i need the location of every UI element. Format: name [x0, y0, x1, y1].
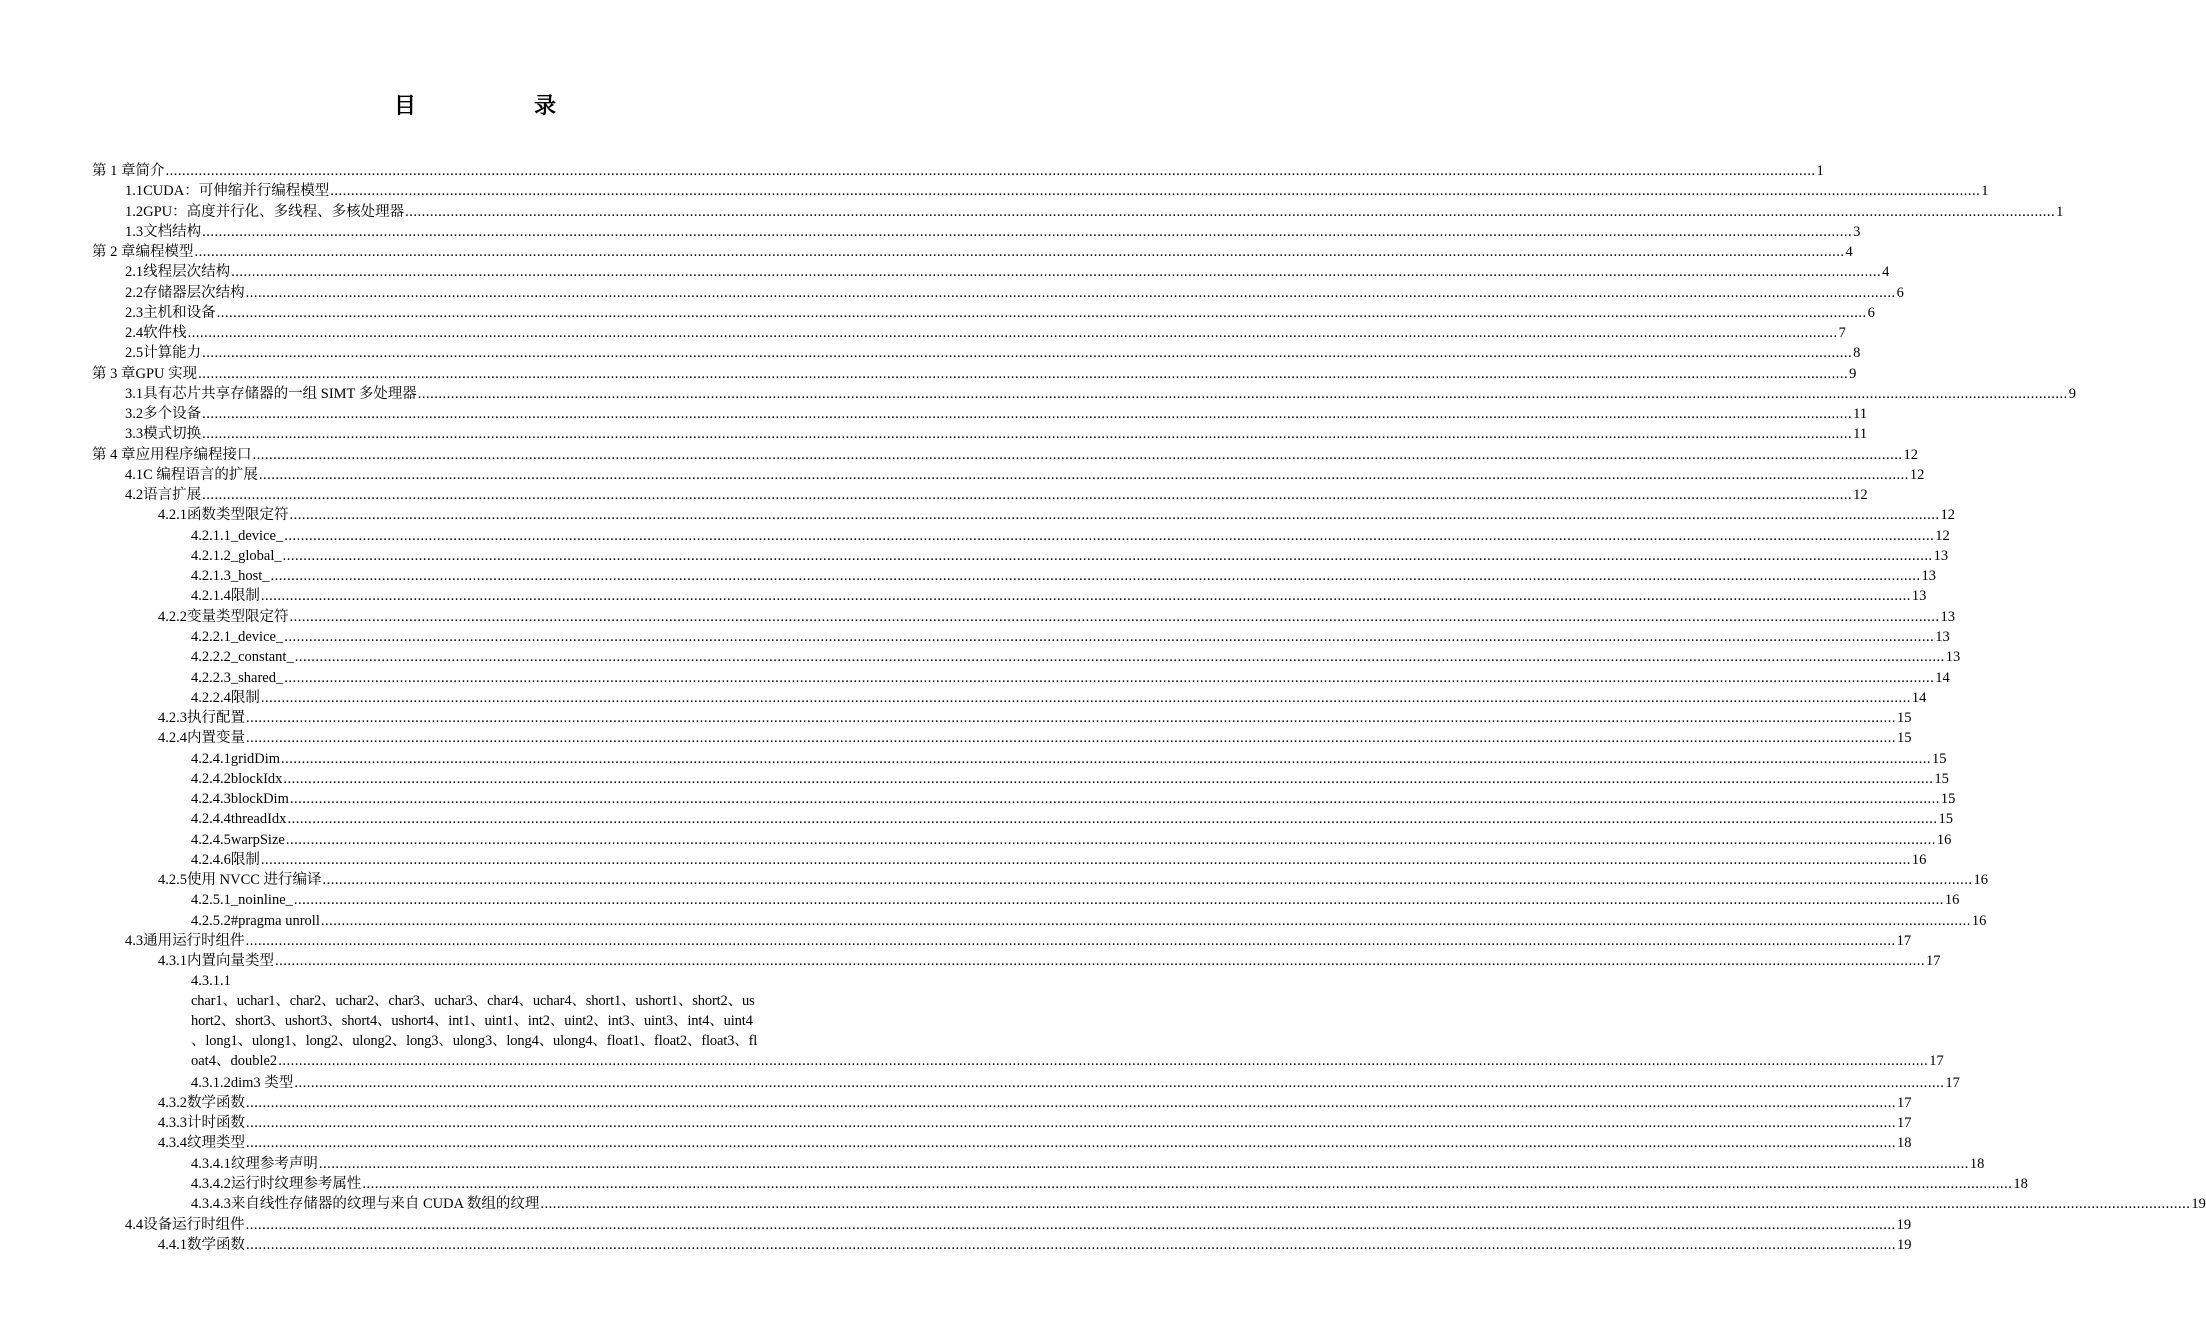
toc-entry[interactable]: [158, 505, 1955, 525]
toc-entry-title: _device_: [230, 628, 284, 645]
toc-entry-title: 纹理参考声明: [230, 1155, 318, 1172]
toc-page-number: 17: [1926, 953, 1941, 970]
toc-entry-wrapped[interactable]: [191, 971, 1944, 1071]
toc-page-number: 12: [1903, 446, 1918, 463]
toc-leader-dots: ................................................................................................................................................................................................................................................................................................................................................................................................................: [284, 527, 1935, 544]
toc-entry-number: 4.2.5.2: [191, 912, 231, 929]
toc-leader-dots: ................................................................................................................................................................................................................................................................................................................................................................................................................: [165, 163, 1816, 179]
toc-entry-number: 4.2.5: [158, 872, 187, 889]
toc-entry-number: 4.3.4.2: [191, 1176, 231, 1192]
toc-page-number: 17: [1929, 1053, 1944, 1070]
toc-page-number: 9: [1849, 365, 1857, 382]
toc-entry[interactable]: [92, 242, 1853, 262]
toc-page-number: 15: [1897, 730, 1912, 747]
toc-entry[interactable]: [125, 931, 1912, 951]
toc-entry-title: 编程模型: [135, 244, 194, 261]
toc-page-number: 11: [1853, 426, 1868, 443]
toc-entry-title: 限制: [230, 588, 260, 605]
toc-page-number: 18: [2013, 1176, 2028, 1192]
toc-page-number: 7: [1838, 325, 1846, 342]
toc-leader-dots: ................................................................................................................................................................................................................................................................................................................................................................................................................: [284, 628, 1935, 645]
toc-leader-dots: ................................................................................................................................................................................................................................................................................................................................................................................................................: [278, 1053, 1929, 1070]
toc-leader-dots: ................................................................................................................................................................................................................................................................................................................................................................................................................: [246, 1094, 1896, 1111]
toc-page-number: 17: [1897, 1094, 1912, 1111]
toc-entry-title-line: 、long1、ulong1、long2、ulong2、long3、ulong3、long4、ulong4、float1、float2、float3、fl: [191, 1033, 758, 1050]
toc-entry-title: blockDim: [230, 791, 289, 808]
toc-entry[interactable]: [191, 546, 1949, 566]
toc-leader-dots: ................................................................................................................................................................................................................................................................................................................................................................................................................: [246, 1115, 1896, 1132]
toc-entry-title: 应用程序编程接口: [135, 446, 252, 463]
toc-entry-title: GPU：高度并行化、多线程、多核处理器: [143, 203, 405, 220]
toc-entry-number: 4.2.2.4: [191, 689, 231, 706]
toc-entry-number: 4.3.4.1: [191, 1155, 231, 1172]
toc-leader-dots: ................................................................................................................................................................................................................................................................................................................................................................................................................: [540, 1196, 2191, 1213]
toc-leader-dots: ................................................................................................................................................................................................................................................................................................................................................................................................................: [362, 1176, 2013, 1192]
toc-entry-title: C 编程语言的扩展: [143, 466, 258, 483]
toc-entry[interactable]: [191, 688, 1927, 708]
toc-entry-number: 4.2.4.2: [191, 770, 231, 787]
toc-page-number: 18: [1969, 1155, 1985, 1172]
toc-page-number: 16: [1936, 831, 1952, 848]
toc-leader-dots: ................................................................................................................................................................................................................................................................................................................................................................................................................: [202, 487, 1853, 504]
toc-leader-dots: ................................................................................................................................................................................................................................................................................................................................................................................................................: [330, 183, 1981, 200]
toc-entry[interactable]: [191, 627, 1950, 647]
toc-entry-number: 第 3 章: [92, 365, 136, 382]
toc-entry-title: _device_: [230, 527, 284, 544]
toc-leader-dots: ................................................................................................................................................................................................................................................................................................................................................................................................................: [202, 426, 1853, 443]
toc-entry-title: gridDim: [230, 750, 281, 767]
toc-leader-dots: ................................................................................................................................................................................................................................................................................................................................................................................................................: [405, 203, 2056, 220]
toc-page-number: 13: [1935, 628, 1950, 645]
toc-leader-dots: ................................................................................................................................................................................................................................................................................................................................................................................................................: [246, 730, 1896, 747]
toc-entry[interactable]: [125, 343, 1861, 363]
toc-page-number: 17: [1896, 932, 1912, 949]
toc-page-number: 17: [1897, 1115, 1912, 1132]
toc-entry[interactable]: [191, 1073, 1960, 1093]
toc-entry[interactable]: [125, 424, 1868, 444]
toc-leader-dots: ................................................................................................................................................................................................................................................................................................................................................................................................................: [285, 831, 1936, 848]
toc-entry-number: 4.2.2.2: [191, 649, 231, 666]
toc-entry-title: blockIdx: [230, 770, 283, 787]
toc-leader-dots: ................................................................................................................................................................................................................................................................................................................................................................................................................: [202, 223, 1853, 240]
toc-entry-number: 4.2.1.2: [191, 547, 231, 564]
toc-leader-dots: ................................................................................................................................................................................................................................................................................................................................................................................................................: [287, 811, 1938, 828]
toc-leader-dots: ................................................................................................................................................................................................................................................................................................................................................................................................................: [194, 244, 1845, 261]
toc-entry[interactable]: [125, 1215, 1912, 1235]
toc-entry-number: 4.2.3: [158, 710, 187, 727]
toc-entry-title: 文档结构: [143, 223, 202, 240]
toc-entry-number: 4.2.1.1: [191, 527, 231, 544]
toc-page-number: 15: [1934, 770, 1949, 787]
toc-entry-number: 4.3.4.3: [191, 1196, 231, 1213]
toc-entry-number: 4.2.4.1: [191, 750, 231, 767]
toc-entry-number: 4.2.2: [158, 608, 187, 625]
toc-entry-number: 4.3: [125, 932, 144, 949]
toc-leader-dots: ................................................................................................................................................................................................................................................................................................................................................................................................................: [198, 365, 1849, 382]
toc-page-number: 16: [1944, 892, 1960, 909]
toc-entry-number: 1.3: [125, 223, 144, 240]
toc-entry[interactable]: [92, 445, 1918, 465]
toc-entry[interactable]: [191, 566, 1937, 586]
toc-entry-title: _global_: [230, 547, 282, 564]
toc-entry-title: 限制: [230, 689, 260, 706]
toc-entry[interactable]: [191, 526, 1950, 546]
toc-entry-number: 3.2: [125, 406, 144, 423]
toc-entry-number: 3.3: [125, 426, 144, 443]
toc-entry-title: 运行时纹理参考属性: [230, 1176, 362, 1192]
toc-leader-dots: ................................................................................................................................................................................................................................................................................................................................................................................................................: [322, 872, 1973, 889]
toc-entry[interactable]: [158, 708, 1912, 728]
toc-page-number: 13: [1933, 547, 1949, 564]
toc-page-number: 18: [1897, 1135, 1912, 1152]
toc-leader-dots: ................................................................................................................................................................................................................................................................................................................................................................................................................: [270, 568, 1921, 585]
toc-page-number: 17: [1945, 1074, 1960, 1091]
toc-entry-number: 1.2: [125, 203, 144, 220]
toc-leader-dots: ................................................................................................................................................................................................................................................................................................................................................................................................................: [202, 345, 1853, 362]
toc-entry-number: 2.4: [125, 325, 144, 342]
toc-entry[interactable]: [191, 749, 1947, 769]
toc-entry[interactable]: [191, 890, 1960, 910]
toc-entry-number: 4.2.4.6: [191, 851, 231, 868]
toc-page-number: 8: [1853, 345, 1861, 362]
toc-page-number: 3: [1853, 223, 1861, 240]
toc-entry-title-line: hort2、short3、ushort3、short4、ushort4、int1、uint1、int2、uint2、int3、uint3、int4、uint4: [191, 1013, 753, 1030]
toc-entry-title: 具有芯片共享存储器的一组 SIMT 多处理器: [143, 385, 417, 402]
toc-leader-dots: ................................................................................................................................................................................................................................................................................................................................................................................................................: [245, 932, 1896, 949]
toc-entry-number: 3.1: [125, 385, 144, 402]
toc-page-number: 16: [1911, 851, 1927, 868]
toc-leader-dots: ................................................................................................................................................................................................................................................................................................................................................................................................................: [320, 912, 1971, 929]
toc-leader-dots: ................................................................................................................................................................................................................................................................................................................................................................................................................: [260, 689, 1911, 706]
toc-entry-title: warpSize: [230, 831, 285, 848]
toc-entry-number: 4.4.1: [158, 1236, 187, 1253]
toc-entry-title: 线程层次结构: [143, 264, 231, 281]
toc-page-number: 15: [1940, 791, 1956, 808]
toc-entry[interactable]: [191, 1194, 2206, 1214]
toc-page-number: 11: [1853, 406, 1868, 423]
toc-leader-dots: ................................................................................................................................................................................................................................................................................................................................................................................................................: [246, 1135, 1896, 1152]
toc-entry[interactable]: [125, 465, 1925, 485]
toc-entry-title: 主机和设备: [143, 304, 216, 321]
toc-page-number: 12: [1853, 487, 1868, 504]
page-title: 目 录: [393, 94, 604, 119]
toc-page-number: 19: [2191, 1196, 2206, 1213]
toc-leader-dots: ................................................................................................................................................................................................................................................................................................................................................................................................................: [245, 1216, 1896, 1233]
toc-entry[interactable]: [158, 1113, 1912, 1133]
toc-page-number: 13: [1940, 608, 1955, 625]
toc-entry-title: 使用 NVCC 进行编译: [187, 872, 322, 889]
toc-entry-number: 第 2 章: [92, 244, 136, 261]
toc-entry-title: 设备运行时组件: [143, 1216, 245, 1233]
toc-entry-number: 4.3.4: [158, 1135, 187, 1152]
toc-entry[interactable]: [191, 830, 1952, 850]
toc-entry-title: 执行配置: [187, 710, 245, 727]
toc-entry-title: 限制: [230, 851, 260, 868]
toc-entry-number: 4.4: [125, 1216, 144, 1233]
toc-leader-dots: ................................................................................................................................................................................................................................................................................................................................................................................................................: [260, 588, 1911, 605]
toc-entry-number: 4.2.4.4: [191, 811, 231, 828]
toc-leader-dots: ................................................................................................................................................................................................................................................................................................................................................................................................................: [187, 325, 1838, 342]
toc-entry-title: 内置向量类型: [187, 953, 274, 970]
toc-leader-dots: ................................................................................................................................................................................................................................................................................................................................................................................................................: [246, 1236, 1896, 1253]
toc-entry-number: 4.2.4.3: [191, 791, 231, 808]
toc-page-number: 13: [1945, 649, 1961, 666]
toc-entry-title: 数学函数: [187, 1094, 245, 1111]
toc-leader-dots: ................................................................................................................................................................................................................................................................................................................................................................................................................: [283, 770, 1934, 787]
toc-entry-number: 4.2.4: [158, 730, 187, 747]
toc-entry[interactable]: [125, 384, 2077, 404]
toc-leader-dots: ................................................................................................................................................................................................................................................................................................................................................................................................................: [245, 284, 1896, 301]
toc-entry-number: 4.2.2.1: [191, 628, 231, 645]
toc-page-number: 12: [1940, 507, 1955, 524]
toc-entry-number: 2.3: [125, 304, 144, 321]
toc-entry-title: 计时函数: [187, 1115, 245, 1132]
toc-leader-dots: ................................................................................................................................................................................................................................................................................................................................................................................................................: [284, 669, 1935, 686]
toc-entry-number: 4.2.1: [158, 507, 187, 524]
toc-leader-dots: ................................................................................................................................................................................................................................................................................................................................................................................................................: [293, 892, 1944, 909]
toc-entry[interactable]: [125, 404, 1868, 424]
toc-entry-title: 纹理类型: [187, 1135, 245, 1152]
toc-entry[interactable]: [158, 1093, 1912, 1113]
toc-entry[interactable]: [191, 1154, 1985, 1174]
toc-leader-dots: ................................................................................................................................................................................................................................................................................................................................................................................................................: [246, 710, 1896, 727]
toc-entry-title: 简介: [135, 163, 165, 179]
toc-entry-title-line: char1、uchar1、char2、uchar2、char3、uchar3、char4、uchar4、short1、ushort1、short2、us: [191, 993, 755, 1010]
toc-page-number: 12: [1935, 527, 1950, 544]
toc-entry-title: _constant_: [230, 649, 294, 666]
toc-leader-dots: ................................................................................................................................................................................................................................................................................................................................................................................................................: [275, 953, 1925, 970]
toc-entry[interactable]: [191, 1174, 2028, 1194]
toc-entry[interactable]: [125, 222, 1861, 242]
toc-entry[interactable]: [191, 850, 1927, 870]
toc-entry[interactable]: [125, 202, 2064, 222]
toc-entry-number: 4.2.1.4: [191, 588, 231, 605]
toc-entry-title: _shared_: [230, 669, 284, 686]
toc-entry[interactable]: [191, 668, 1950, 688]
toc-entry-title: 数学函数: [187, 1236, 245, 1253]
toc-entry-number: 4.3.2: [158, 1094, 187, 1111]
toc-leader-dots: ................................................................................................................................................................................................................................................................................................................................................................................................................: [231, 264, 1882, 281]
toc-entry-number: 4.2.4.5: [191, 831, 231, 848]
toc-entry[interactable]: [158, 1235, 1912, 1255]
toc-page-number: 4: [1845, 244, 1853, 261]
toc-entry-title: 多个设备: [143, 406, 202, 423]
toc-entry-title: 存储器层次结构: [143, 284, 245, 301]
toc-page-number: 14: [1935, 669, 1950, 686]
toc-entry[interactable]: [158, 1133, 1912, 1153]
toc-entry-number: 4.3.1.2: [191, 1074, 231, 1091]
toc-entry-number: 4.3.3: [158, 1115, 187, 1132]
toc-leader-dots: ................................................................................................................................................................................................................................................................................................................................................................................................................: [289, 507, 1940, 524]
toc-entry[interactable]: [125, 283, 1904, 303]
toc-entry[interactable]: [191, 647, 1961, 667]
toc-page-number: 1: [2056, 203, 2064, 220]
toc-entry-number: 1.1: [125, 183, 144, 200]
toc-leader-dots: ................................................................................................................................................................................................................................................................................................................................................................................................................: [260, 851, 1911, 868]
toc-entry-title: 语言扩展: [143, 487, 202, 504]
toc-page-number: 9: [2068, 385, 2077, 402]
toc-leader-dots: ................................................................................................................................................................................................................................................................................................................................................................................................................: [282, 547, 1933, 564]
toc-entry[interactable]: [125, 303, 1875, 323]
toc-page-number: 15: [1897, 710, 1912, 727]
toc-entry-title: _noinline_: [230, 892, 293, 909]
toc-entry-number: 4.3.1: [158, 953, 187, 970]
toc-leader-dots: ................................................................................................................................................................................................................................................................................................................................................................................................................: [294, 649, 1945, 666]
toc-entry-title: 来自线性存储器的纹理与来自 CUDA 数组的纹理: [230, 1196, 540, 1213]
toc-entry[interactable]: [125, 485, 1868, 505]
toc-entry[interactable]: [158, 951, 1941, 971]
toc-page-number: 1: [1816, 163, 1824, 179]
toc-entry-title: GPU 实现: [135, 365, 198, 382]
toc-entry-number: 4.2.5.1: [191, 892, 231, 909]
toc-leader-dots: ................................................................................................................................................................................................................................................................................................................................................................................................................: [281, 750, 1932, 767]
toc-entry-number: 4.2.2.3: [191, 669, 231, 686]
toc-leader-dots: ................................................................................................................................................................................................................................................................................................................................................................................................................: [216, 304, 1867, 321]
toc-leader-dots: ................................................................................................................................................................................................................................................................................................................................................................................................................: [318, 1155, 1969, 1172]
toc-page-number: 12: [1909, 466, 1925, 483]
toc-leader-dots: ................................................................................................................................................................................................................................................................................................................................................................................................................: [289, 791, 1940, 808]
toc-entry-number: 4.2: [125, 487, 144, 504]
toc-entry-title: 计算能力: [143, 345, 202, 362]
toc-entry[interactable]: [125, 181, 1989, 201]
toc-entry[interactable]: [191, 586, 1927, 606]
toc-entry-number: 第 4 章: [92, 446, 136, 463]
toc-page-number: 16: [1971, 912, 1987, 929]
toc-entry[interactable]: [158, 870, 1989, 890]
toc-entry[interactable]: [191, 911, 1987, 931]
toc-entry[interactable]: [125, 323, 1846, 343]
toc-leader-dots: ................................................................................................................................................................................................................................................................................................................................................................................................................: [417, 385, 2068, 402]
toc-entry[interactable]: [191, 769, 1949, 789]
toc-entry[interactable]: [92, 364, 1857, 384]
toc-entry-title: _host_: [230, 568, 270, 585]
toc-entry-title: 软件栈: [143, 325, 187, 342]
toc-entry-number: 2.1: [125, 264, 144, 281]
toc-entry-title: 函数类型限定符: [187, 507, 289, 524]
toc-page-number: 19: [1896, 1216, 1912, 1233]
toc-entry-title: #pragma unroll: [230, 912, 320, 929]
toc-entry[interactable]: [125, 262, 1890, 282]
toc-entry-number: 2.2: [125, 284, 144, 301]
toc-entry-title-line: oat4、double2: [191, 1053, 278, 1070]
toc-entry-title: threadIdx: [230, 811, 287, 828]
toc-page-number: 16: [1973, 872, 1989, 889]
toc-entry-title: 通用运行时组件: [143, 932, 245, 949]
toc-entry-number: 2.5: [125, 345, 144, 362]
toc-page-number: 4: [1882, 264, 1890, 281]
toc-page-number: 1: [1981, 183, 1989, 200]
toc-entry-title: CUDA：可伸缩并行编程模型: [143, 183, 330, 200]
toc-entry-title: 内置变量: [187, 730, 245, 747]
toc-page-number: 6: [1896, 284, 1904, 301]
toc-page-number: 13: [1921, 568, 1937, 585]
toc-entry[interactable]: [92, 161, 1824, 181]
toc-entry-number: 4.3.1.1: [191, 973, 231, 990]
toc-page-number: 15: [1938, 811, 1953, 828]
toc-entry[interactable]: [158, 607, 1955, 627]
toc-leader-dots: ................................................................................................................................................................................................................................................................................................................................................................................................................: [202, 406, 1853, 423]
toc-entry[interactable]: [158, 728, 1912, 748]
toc-page-number: 14: [1911, 689, 1927, 706]
toc-entry-number: 4.1: [125, 466, 144, 483]
toc-leader-dots: ................................................................................................................................................................................................................................................................................................................................................................................................................: [289, 608, 1940, 625]
toc-entry-title: 模式切换: [143, 426, 202, 443]
toc-entry-title: 变量类型限定符: [187, 608, 289, 625]
toc-entry-number: 第 1 章: [92, 163, 136, 179]
toc-page-number: 6: [1867, 304, 1875, 321]
toc-page-number: 19: [1897, 1236, 1912, 1253]
toc-entry-title: dim3 类型: [230, 1074, 294, 1091]
toc-entry[interactable]: [191, 789, 1956, 809]
toc-page-number: 13: [1911, 588, 1927, 605]
toc-leader-dots: ................................................................................................................................................................................................................................................................................................................................................................................................................: [252, 446, 1903, 463]
toc-entry-number: 4.2.1.3: [191, 568, 231, 585]
toc-page-number: 15: [1932, 750, 1947, 767]
toc-leader-dots: ................................................................................................................................................................................................................................................................................................................................................................................................................: [258, 466, 1909, 483]
toc-entry[interactable]: [191, 809, 1953, 829]
toc-leader-dots: ................................................................................................................................................................................................................................................................................................................................................................................................................: [294, 1074, 1945, 1091]
